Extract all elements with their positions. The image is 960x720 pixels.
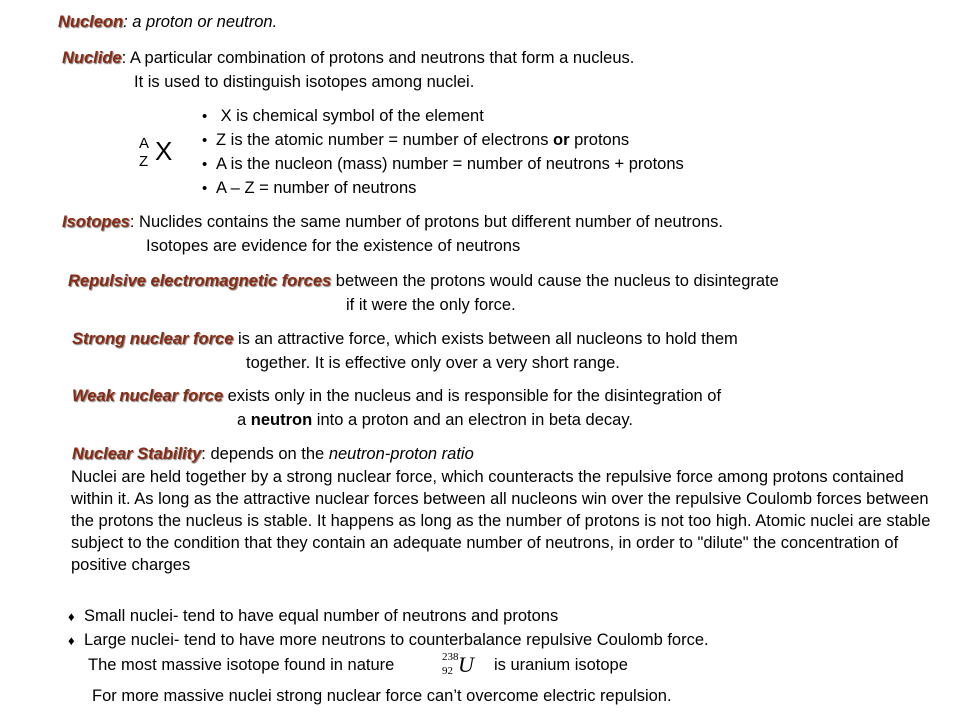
stability-term: Nuclear Stability <box>72 445 202 463</box>
isotopes-definition <box>62 212 723 232</box>
weak-force-text: into a proton and an electron in beta decay. <box>312 411 633 429</box>
bullet-icon: • <box>202 156 208 173</box>
nucleon-term: Nucleon <box>58 13 124 31</box>
uranium-atomic-number: 92 <box>442 665 453 677</box>
notation-atomic-number: Z <box>139 153 149 170</box>
nucleon-text: : a proton or neutron. <box>123 13 278 31</box>
diamond-bullet <box>68 606 558 627</box>
nuclide-line1: : A particular combination of protons and neutrons that form a nucleus. <box>121 49 635 67</box>
massive-isotope-before: The most massive isotope found in nature <box>88 656 395 674</box>
notation-symbol: X <box>155 136 173 166</box>
diamond-icon: ♦ <box>68 609 75 624</box>
closing-statement: For more massive nuclei strong nuclear force can’t overcome electric repulsion. <box>92 687 672 705</box>
repulsive-line1: between the protons would cause the nucleus to disintegrate <box>331 272 779 290</box>
nuclide-definition <box>62 48 634 68</box>
uranium-mass-number: 238 <box>442 651 459 663</box>
notation-bullet <box>202 154 684 175</box>
bullet-text: A – Z = number of neutrons <box>216 179 417 197</box>
stability-italic: neutron-proton ratio <box>328 445 474 463</box>
notation-bullet <box>202 178 416 199</box>
diamond-bullet-text: Large nuclei- tend to have more neutrons to counterbalance repulsive Coulomb force. <box>84 631 709 649</box>
strong-force-term: Strong nuclear force <box>72 330 234 348</box>
strong-force-line1: is an attractive force, which exists between all nucleons to hold them <box>233 330 738 348</box>
bullet-text-bold: or <box>553 131 570 149</box>
strong-force-definition <box>72 329 738 349</box>
nuclide-term: Nuclide <box>62 49 122 67</box>
isotopes-line1: : Nuclides contains the same number of protons but different number of neutrons. <box>129 213 723 231</box>
massive-isotope-after: is uranium isotope <box>494 656 628 674</box>
repulsive-line2: if it were the only force. <box>346 296 516 314</box>
bullet-text: Z is the atomic number = number of electrons <box>216 131 554 149</box>
bullet-icon: • <box>202 108 208 125</box>
notation-bullet <box>202 106 484 127</box>
isotopes-term: Isotopes <box>62 213 130 231</box>
repulsive-term: Repulsive electromagnetic forces <box>68 272 332 290</box>
weak-force-line2 <box>237 410 633 430</box>
stability-definition <box>72 444 474 464</box>
weak-force-text: a <box>237 411 251 429</box>
bullet-icon: • <box>202 132 208 149</box>
uranium-notation <box>442 650 502 680</box>
notation-bullet <box>202 130 629 151</box>
nuclide-line2: It is used to distinguish isotopes among nuclei. <box>134 73 475 91</box>
weak-force-definition <box>72 386 721 406</box>
bullet-text: X is chemical symbol of the element <box>216 107 484 125</box>
nucleon-definition <box>58 12 277 32</box>
stability-paragraph: Nuclei are held together by a strong nuclear force, which counteracts the repulsive force among protons contained within it. As long as the attractive nuclear forces between all nucleons win over the repulsive Coulomb forces between the protons the nucleus is stable. It happens as long as the number of protons is not too high. Atomic nuclei are stable subject to the condition that they contain an adequate number of neutrons, in order to "dilute" the concentration of positive charges <box>71 468 931 574</box>
repulsive-definition <box>68 271 779 291</box>
weak-force-line1: exists only in the nucleus and is responsible for the disintegration of <box>223 387 722 405</box>
diamond-bullet-text: Small nuclei- tend to have equal number of neutrons and protons <box>84 607 559 625</box>
stability-text: : depends on the <box>201 445 329 463</box>
diamond-icon: ♦ <box>68 633 75 648</box>
notation-mass-number: A <box>139 135 150 152</box>
isotopes-line2: Isotopes are evidence for the existence of neutrons <box>146 237 521 255</box>
diamond-bullet <box>68 630 709 651</box>
bullet-text: A is the nucleon (mass) number = number of neutrons + protons <box>216 155 684 173</box>
uranium-symbol: U <box>458 652 474 677</box>
bullet-text: protons <box>569 131 630 149</box>
weak-force-term: Weak nuclear force <box>72 387 224 405</box>
strong-force-line2: together. It is effective only over a very short range. <box>246 354 620 372</box>
bullet-icon: • <box>202 180 208 197</box>
weak-force-bold: neutron <box>250 411 313 429</box>
